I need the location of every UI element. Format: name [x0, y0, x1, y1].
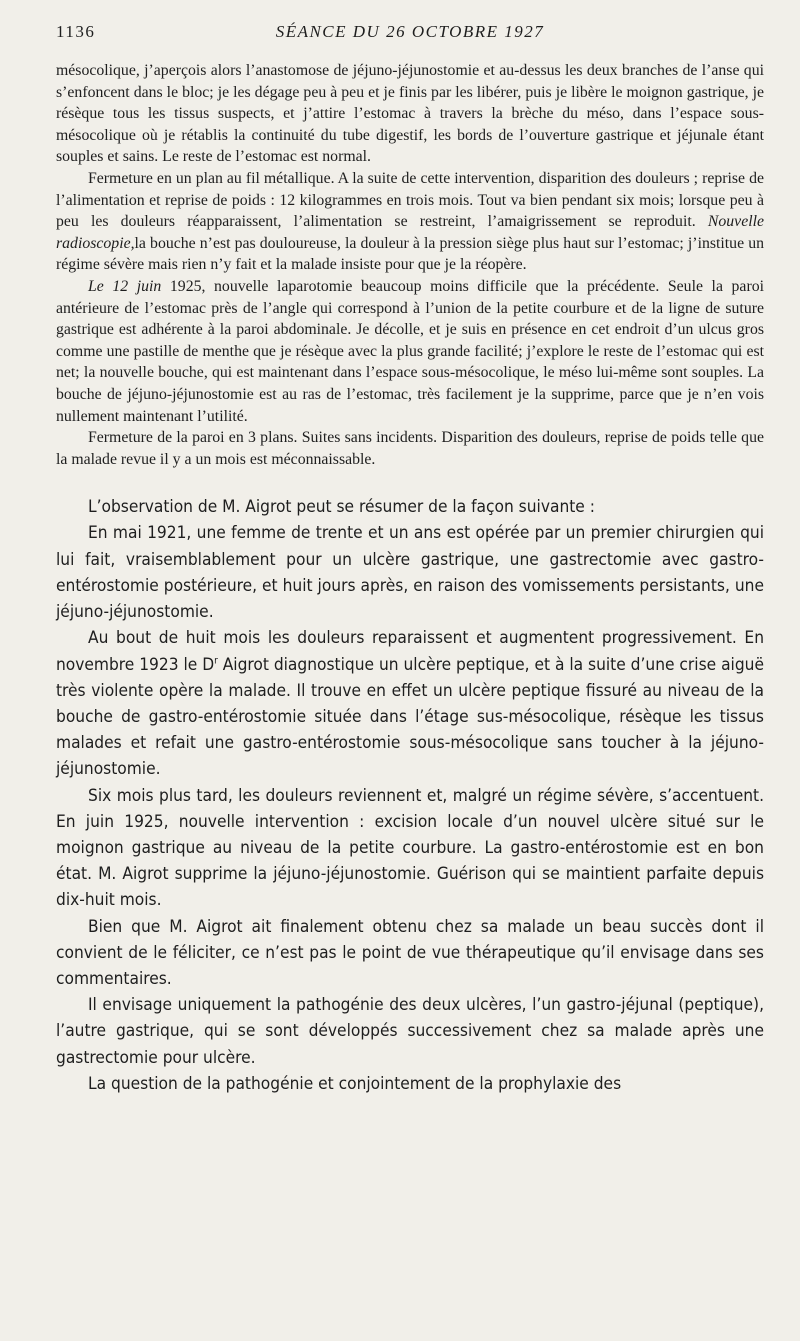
paragraph: En mai 1921, une femme de trente et un ans est opérée par un premier chirurgien qui lui fait, vraisemblablement pour un ulcère gastrique, une gastrectomie avec gastro-entérostomie postérieure, et huit jours après, en raison des vomissements persistants, une jéjuno-jéjunostomie.: [56, 523, 764, 623]
text-span: Fermeture en un plan au fil métallique. A la suite de cette intervention, disparition des douleurs ; reprise de l’alimentation et reprise de poids : 12 kilogrammes en trois mois. Tout va bien pendant six mois; lorsque peu à peu les douleurs réapparaissent, l’alimentation se restreint, l’amaigrissement se reproduit.: [56, 169, 764, 231]
superscript: r: [214, 654, 218, 666]
paragraph: [56, 625, 764, 782]
text-span: Aigrot diagnostique un ulcère peptique, et à la suite d’une crise aiguë très violente opère la malade. Il trouve en effet un ulcère peptique fissuré au niveau de la bouche de gastro-entérostomie située dans l’étage sus-mésocolique, résèque les tissus malades et refait une gastro-entérostomie sous-mésocolique sans toucher à la jéjuno-jéjunostomie.: [56, 654, 764, 780]
paragraph: Il envisage uniquement la pathogénie des deux ulcères, l’un gastro-jéjunal (peptique), l’autre gastrique, qui se sont développés successivement chez sa malade après une gastrectomie pour ulcère.: [56, 995, 764, 1068]
text-span: la bouche n’est pas douloureuse, la douleur à la pression siège plus haut sur l’estomac; j’institue un régime sévère mais rien n’y fait et la malade insiste pour que je la réopère.: [56, 234, 764, 274]
paragraph: Fermeture de la paroi en 3 plans. Suites sans incidents. Disparition des douleurs, reprise de poids telle que la malade revue il y a un mois est méconnaissable.: [56, 429, 764, 468]
paragraph: La question de la pathogénie et conjointement de la prophylaxie des: [88, 1073, 622, 1094]
paragraph: [56, 168, 764, 276]
italic-span: Le 12 juin: [88, 277, 162, 295]
text-span: Au bout de huit mois les douleurs reparaissent et augmentent progressivement. En novembre 1923 le D: [56, 628, 764, 675]
italic-span: Nouvelle radioscopie,: [56, 213, 764, 252]
header-title: SÉANCE DU 26 OCTOBRE 1927: [275, 22, 545, 41]
paragraph: Bien que M. Aigrot ait finalement obtenu chez sa malade un beau succès dont il convient de le féliciter, ce n’est pas le point de vue thérapeutique qu’il envisage dans ses commentaires.: [56, 916, 764, 989]
paragraph: Six mois plus tard, les douleurs reviennent et, malgré un régime sévère, s’accentuent. En juin 1925, nouvelle intervention : excision locale d’un nouvel ulcère situé sur le moignon gastrique au niveau de la petite courbure. La gastro-entérostomie est en bon état. M. Aigrot supprime la jéjuno-jéjunostomie. Guérison qui se maintient parfaite depuis dix-huit mois.: [56, 785, 764, 911]
page-number: 1136: [56, 22, 96, 41]
paragraph: L’observation de M. Aigrot peut se résumer de la façon suivante :: [88, 497, 595, 518]
paragraph: mésocolique, j’aperçois alors l’anastomose de jéjuno-jéjunostomie et au-dessus les deux branches de l’anse qui s’enfoncent dans le bloc; je les dégage peu à peu et je finis par les libérer, puis je libère le moignon gastrique, je résèque tous les tissus suspects, et j’attire l’estomac à travers la brèche du méso, dans l’espace sous-mésocolique où je rétablis la continuité du tube digestif, les bords de l’ouverture gastrique et jéjunale étant souples et sains. Le reste de l’estomac est normal.: [56, 62, 764, 166]
commentary-text: [56, 494, 764, 1097]
observation-text: [56, 60, 764, 470]
page: [56, 18, 764, 1097]
running-head: [56, 18, 764, 48]
paragraph: [56, 276, 764, 427]
text-span: 1925, nouvelle laparotomie beaucoup moins difficile que la précédente. Seule la paroi antérieure de l’estomac près de l’angle qui correspond à l’union de la petite courbure et de la ligne de suture gastrique est adhérente à la paroi abdominale. Je décolle, et je suis en présence en cet endroit d’un ulcus gros comme une pastille de menthe que je résèque avec la plus grande facilité; j’explore le reste de l’estomac qui est net; la nouvelle bouche, qui est maintenant dans l’espace sous-mésocolique, le méso lui-même sont souples. La bouche de jéjuno-jéjunostomie est au ras de l’estomac, très facilement je la supprime, parce que je n’en vois nullement maintenant l’utilité.: [56, 277, 764, 425]
